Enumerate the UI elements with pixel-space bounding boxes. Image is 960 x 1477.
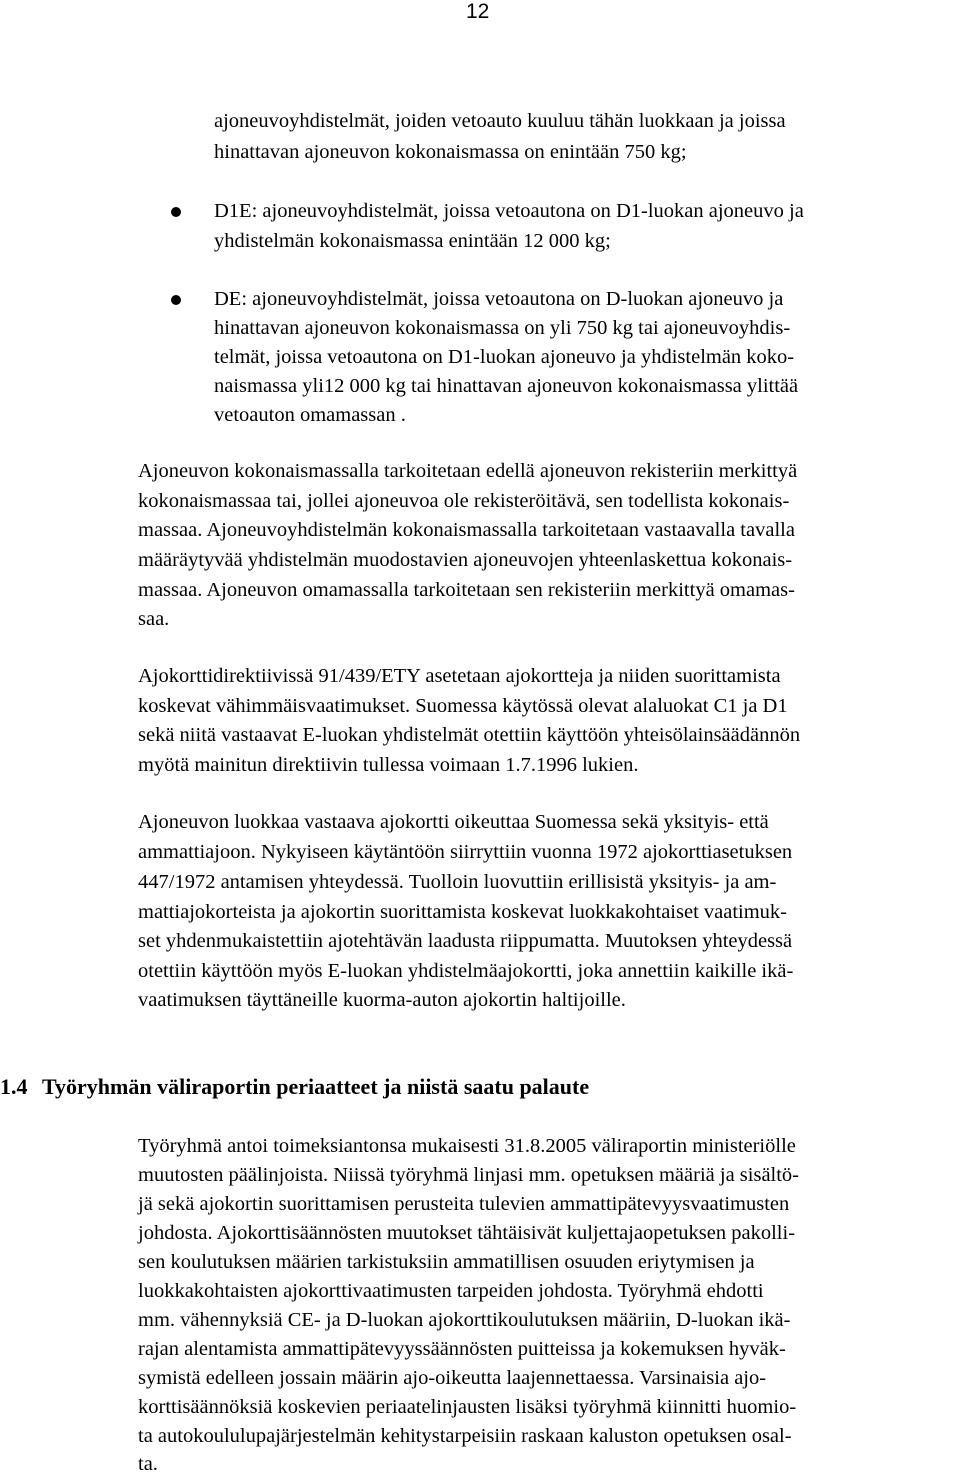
section-line: johdosta. Ajokorttisäännösten muutokset tähtäisivät kuljettajaopetuksen pakolli-	[138, 1222, 796, 1244]
section-line: rajan alentamista ammattipätevyyssäännösten puitteissa ja kokemuksen hyväk-	[138, 1338, 786, 1360]
paragraph-line: otettiin käyttöön myös E-luokan yhdistelmäajokortti, joka annettiin kaikille ikä-	[138, 960, 794, 982]
paragraph-line: Ajokorttidirektiivissä 91/439/ETY asetetaan ajokortteja ja niiden suorittamista	[138, 665, 781, 687]
bullet-item-line: yhdistelmän kokonaismassa enintään 12 000 kg;	[214, 230, 611, 252]
section-line: korttisäännöksiä koskevien periaatelinjausten lisäksi työryhmä kiinnitti huomio-	[138, 1396, 797, 1418]
section-line: jä sekä ajokortin suorittamisen perusteita tulevien ammattipätevyysvaatimusten	[138, 1193, 790, 1215]
section-number: 1.4	[0, 1074, 28, 1099]
section-line: Työryhmä antoi toimeksiantonsa mukaisesti 31.8.2005 väliraportin ministeriölle	[138, 1135, 796, 1157]
paragraph-line: kokonaismassaa tai, jollei ajoneuvoa ole rekisteröitävä, sen todellista kokonais-	[138, 490, 790, 512]
paragraph-line: vaatimuksen täyttäneille kuorma-auton ajokortin haltijoille.	[138, 989, 626, 1011]
bullet-item-line: telmät, joissa vetoautona on D1-luokan ajoneuvo ja yhdistelmän koko-	[214, 346, 795, 368]
paragraph-line: set yhdenmukaistettiin ajotehtävän laadusta riippumatta. Muutoksen yhteydessä	[138, 930, 793, 952]
section-line: muutosten päälinjoista. Niissä työryhmä linjasi mm. opetuksen määriä ja sisältö-	[138, 1164, 800, 1186]
section-line: symistä edelleen jossain määrin ajo-oikeutta laajennettaessa. Varsinaisia ajo-	[138, 1367, 767, 1389]
paragraph-line: ammattiajoon. Nykyiseen käytäntöön siirryttiin vuonna 1972 ajokorttiasetuksen	[138, 841, 793, 863]
section-line: luokkakohtaisten ajokorttivaatimusten tarpeiden johdosta. Työryhmä ehdotti	[138, 1280, 764, 1302]
paragraph-line: Ajoneuvon kokonaismassalla tarkoitetaan edellä ajoneuvon rekisteriin merkittyä	[138, 460, 798, 482]
bullet-item-line: D1E: ajoneuvoyhdistelmät, joissa vetoautona on D1-luokan ajoneuvo ja	[214, 200, 804, 222]
paragraph-line: koskevat vähimmäisvaatimukset. Suomessa käytössä olevat alaluokat C1 ja D1	[138, 695, 788, 717]
section-line: sen koulutuksen määrien tarkistuksiin ammatillisen osuuden eriytymisen ja	[138, 1251, 755, 1273]
paragraph-line: Ajoneuvon luokkaa vastaava ajokortti oikeuttaa Suomessa sekä yksityis- että	[138, 811, 769, 833]
bullet-dot	[171, 207, 181, 217]
paragraph-line: 447/1972 antamisen yhteydessä. Tuolloin luovuttiin erillisistä yksityis- ja am-	[138, 871, 777, 893]
section-line: ta.	[138, 1453, 158, 1475]
bullet-item-line: DE: ajoneuvoyhdistelmät, joissa vetoautona on D-luokan ajoneuvo ja	[214, 288, 784, 310]
section-title: Työryhmän väliraportin periaatteet ja niistä saatu palaute	[42, 1074, 590, 1099]
paragraph-line: myötä mainitun direktiivin tullessa voimaan 1.7.1996 lukien.	[138, 754, 639, 776]
bullet-item-line: naismassa yli12 000 kg tai hinattavan ajoneuvon kokonaismassa ylittää	[214, 375, 799, 397]
bullet-dot	[171, 295, 181, 305]
paragraph-line: sekä niitä vastaavat E-luokan yhdistelmät otettiin käyttöön yhteisölainsäädännön	[138, 724, 801, 746]
paragraph-line: massaa. Ajoneuvon omamassalla tarkoitetaan sen rekisteriin merkittyä omamas-	[138, 579, 795, 601]
page-number: 12	[466, 0, 490, 23]
paragraph-line: massaa. Ajoneuvoyhdistelmän kokonaismassalla tarkoitetaan vastaavalla tavalla	[138, 519, 795, 541]
paragraph-line: määräytyvää yhdistelmän muodostavien ajoneuvojen yhteenlaskettua kokonais-	[138, 549, 793, 571]
bullet-intro-line: ajoneuvoyhdistelmät, joiden vetoauto kuuluu tähän luokkaan ja joissa	[214, 110, 786, 132]
paragraph-line: saa.	[138, 608, 170, 630]
section-line: mm. vähennyksiä CE- ja D-luokan ajokorttikoulutuksen määriin, D-luokan ikä-	[138, 1309, 791, 1331]
paragraph-line: mattiajokorteista ja ajokortin suorittamista koskevat luokkakohtaiset vaatimuk-	[138, 901, 788, 923]
bullet-item-line: hinattavan ajoneuvon kokonaismassa on yli 750 kg tai ajoneuvoyhdis-	[214, 317, 791, 339]
section-line: ta autokoululupajärjestelmän kehitystarpeisiin raskaan kaluston opetuksen osal-	[138, 1425, 792, 1447]
bullet-intro-line: hinattavan ajoneuvon kokonaismassa on enintään 750 kg;	[214, 141, 687, 163]
bullet-item-line: vetoauton omamassan .	[214, 404, 406, 426]
